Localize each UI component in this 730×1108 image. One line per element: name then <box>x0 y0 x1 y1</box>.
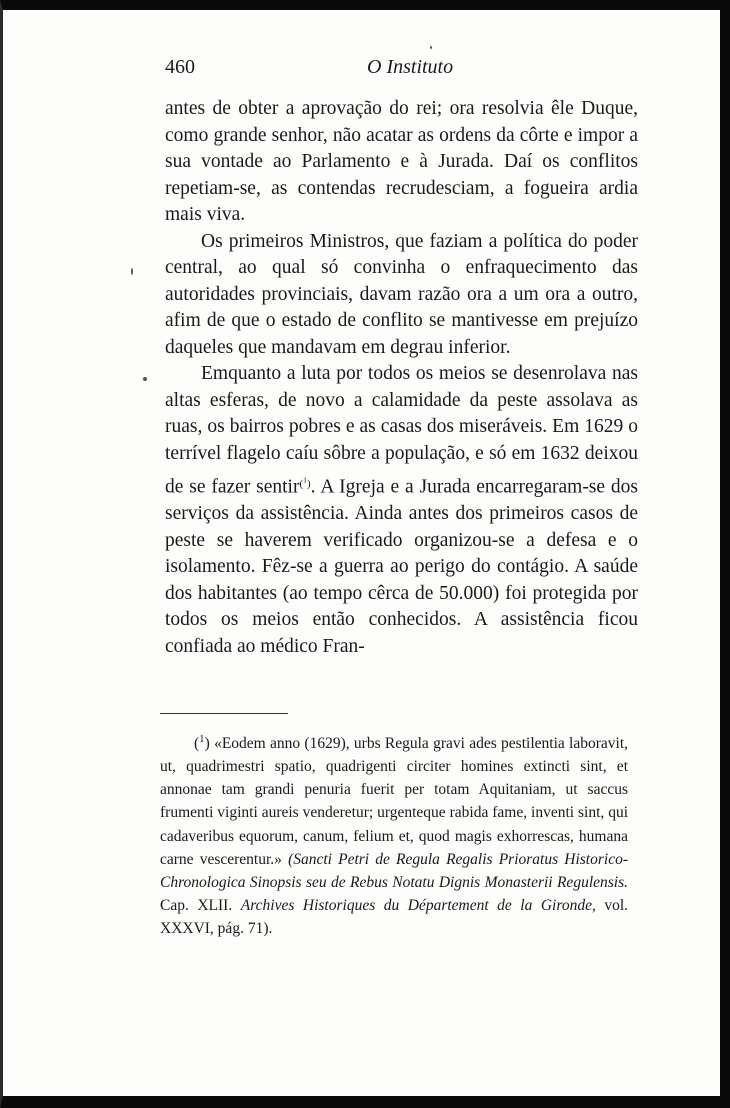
paragraph-text: . A Igreja e a Jurada encarregaram-se dos serviços da assistência. Ainda antes dos primeiros casos de peste se haverem verificado organizou-se a defesa e o isolamento. Fêz-se a guerra ao perigo do contágio. A saúde dos habitantes (ao tempo cêrca de 50.000) foi protegida por todos os meios então conhecidos. A assistência ficou confiada ao médico Fran- <box>165 476 638 657</box>
footnote-quote: «Eodem anno (1629), urbs Regula gravi ades pestilentia laboravit, ut, quadrimestri spatio, quadrigenti circiter homines extincti sint, et annonae tam grandi penuria fuerit per totam Aquitaniam, ut saccus frumenti viginti aureis venderetur; urgenteque rabida fame, inventi sint, qui cadaveribus equorum, canum, felium et, quod magis exhorrescas, humana carne vescerentur.» <box>160 735 629 868</box>
footnote-archive-title: Archives Historiques du Département de la Gironde, <box>240 896 596 914</box>
paragraph: Os primeiros Ministros, que faziam a política do poder central, ao qual só convinha o enfraquecimento das autoridades provinciais, davam razão ora a um ora a outro, afim de que o estado de conflito se mantivesse em prejuízo daqueles que mandavam em degrau inferior. <box>165 230 638 358</box>
page-header <box>165 56 633 84</box>
print-speck <box>131 268 133 275</box>
paragraph-text: Emquanto a luta por todos os meios se desenrolava nas altas esferas, de novo a calamidade da peste assolava as ruas, os bairros pobres e as casas dos miseráveis. Em 1629 o terrível flagelo caíu sôbre a população, e só em 1632 deixou de se fazer sentir <box>165 363 638 498</box>
running-title: O Instituto <box>367 56 454 78</box>
paragraph <box>165 361 638 660</box>
footnote-reference[interactable]: (1) <box>299 475 311 490</box>
footnote-divider <box>160 713 288 714</box>
footnote-marker: ($^1$) <box>194 733 210 753</box>
print-speck <box>430 46 432 49</box>
page-number: 460 <box>165 56 195 78</box>
print-speck <box>143 377 147 381</box>
footnote-source-title: (Sancti Petri de Regula Regalis Prioratus Historico-Chronologica Sinopsis seu de Rebus Notatu Dignis Monasterii Regulensis. <box>160 850 628 891</box>
body-text <box>165 96 638 660</box>
footnote-source-chapter: Cap. XLII. <box>160 896 233 914</box>
paragraph: antes de obter a aprovação do rei; ora resolvia êle Duque, como grande senhor, não acatar as ordens da côrte e impor a sua vontade ao Parlamento e à Jurada. Daí os conflitos repetiam-se, as contendas recrudesciam, a fogueira ardia mais viva. <box>165 98 638 225</box>
footnote-volume: vol. XXXVI, pág. 71). <box>160 896 629 937</box>
footnote <box>160 728 628 940</box>
